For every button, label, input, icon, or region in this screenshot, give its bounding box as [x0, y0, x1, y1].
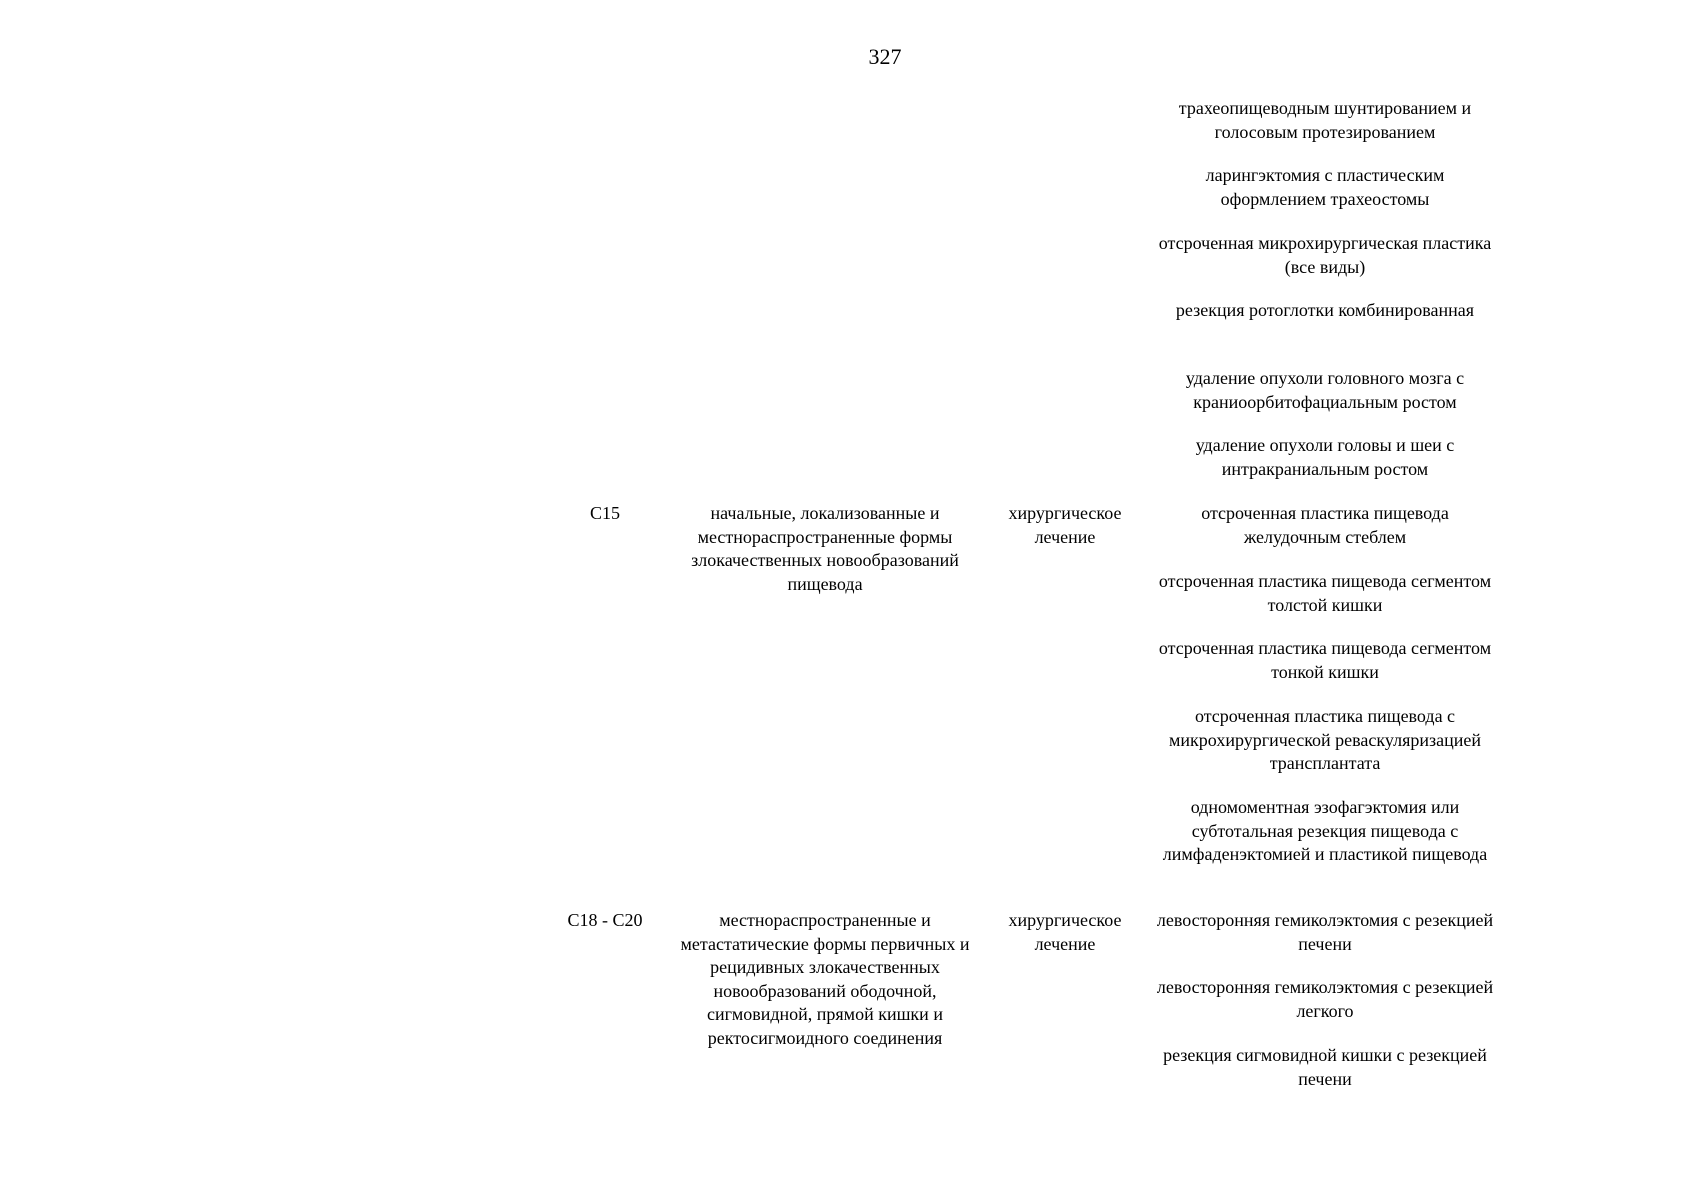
method-item: отсроченная микрохирургическая пластика (все виды) [1158, 233, 1492, 277]
method-item: одномоментная эзофагэктомия или субтотальная резекция пищевода с лимфаденэктомией и пластикой пищевода [1162, 797, 1488, 864]
diagnosis-code: C18 - C20 [567, 910, 643, 930]
diagnosis-code: C15 [589, 503, 620, 523]
method-item: отсроченная пластика пищевода сегментом тонкой кишки [1158, 638, 1492, 682]
method-item: левосторонняя гемиколэктомия с резекцией легкого [1156, 977, 1494, 1021]
method-item: трахеопищеводным шунтированием и голосовым протезированием [1178, 98, 1472, 142]
treatment-type: хирургическое лечение [1008, 910, 1122, 954]
method-item: ларингэктомия с пластическим оформлением трахеостомы [1205, 165, 1445, 209]
method-item: отсроченная пластика пищевода сегментом толстой кишки [1158, 571, 1492, 615]
method-item: отсроченная пластика пищевода желудочным стеблем [1201, 503, 1449, 547]
treatment-type: хирургическое лечение [1008, 503, 1122, 547]
method-item: удаление опухоли головы и шеи с интракраниальным ростом [1195, 435, 1455, 479]
method-item: резекция ротоглотки комбинированная [1175, 300, 1475, 320]
method-item: резекция сигмовидной кишки с резекцией печени [1163, 1045, 1487, 1089]
method-item: отсроченная пластика пищевода с микрохирургической реваскуляризацией трансплантата [1169, 706, 1481, 773]
patient-model: местнораспространенные и метастатические формы первичных и рецидивных злокачественных новообразований ободочной, сигмовидной, прямой кишки и ректосигмоидного соединения [680, 910, 970, 1048]
patient-model: начальные, локализованные и местнораспространенные формы злокачественных новообразований пищевода [691, 503, 959, 594]
method-item: удаление опухоли головного мозга с краниоорбитофациальным ростом [1185, 368, 1465, 412]
method-item: левосторонняя гемиколэктомия с резекцией печени [1156, 910, 1494, 954]
page-number: 327 [868, 44, 902, 69]
